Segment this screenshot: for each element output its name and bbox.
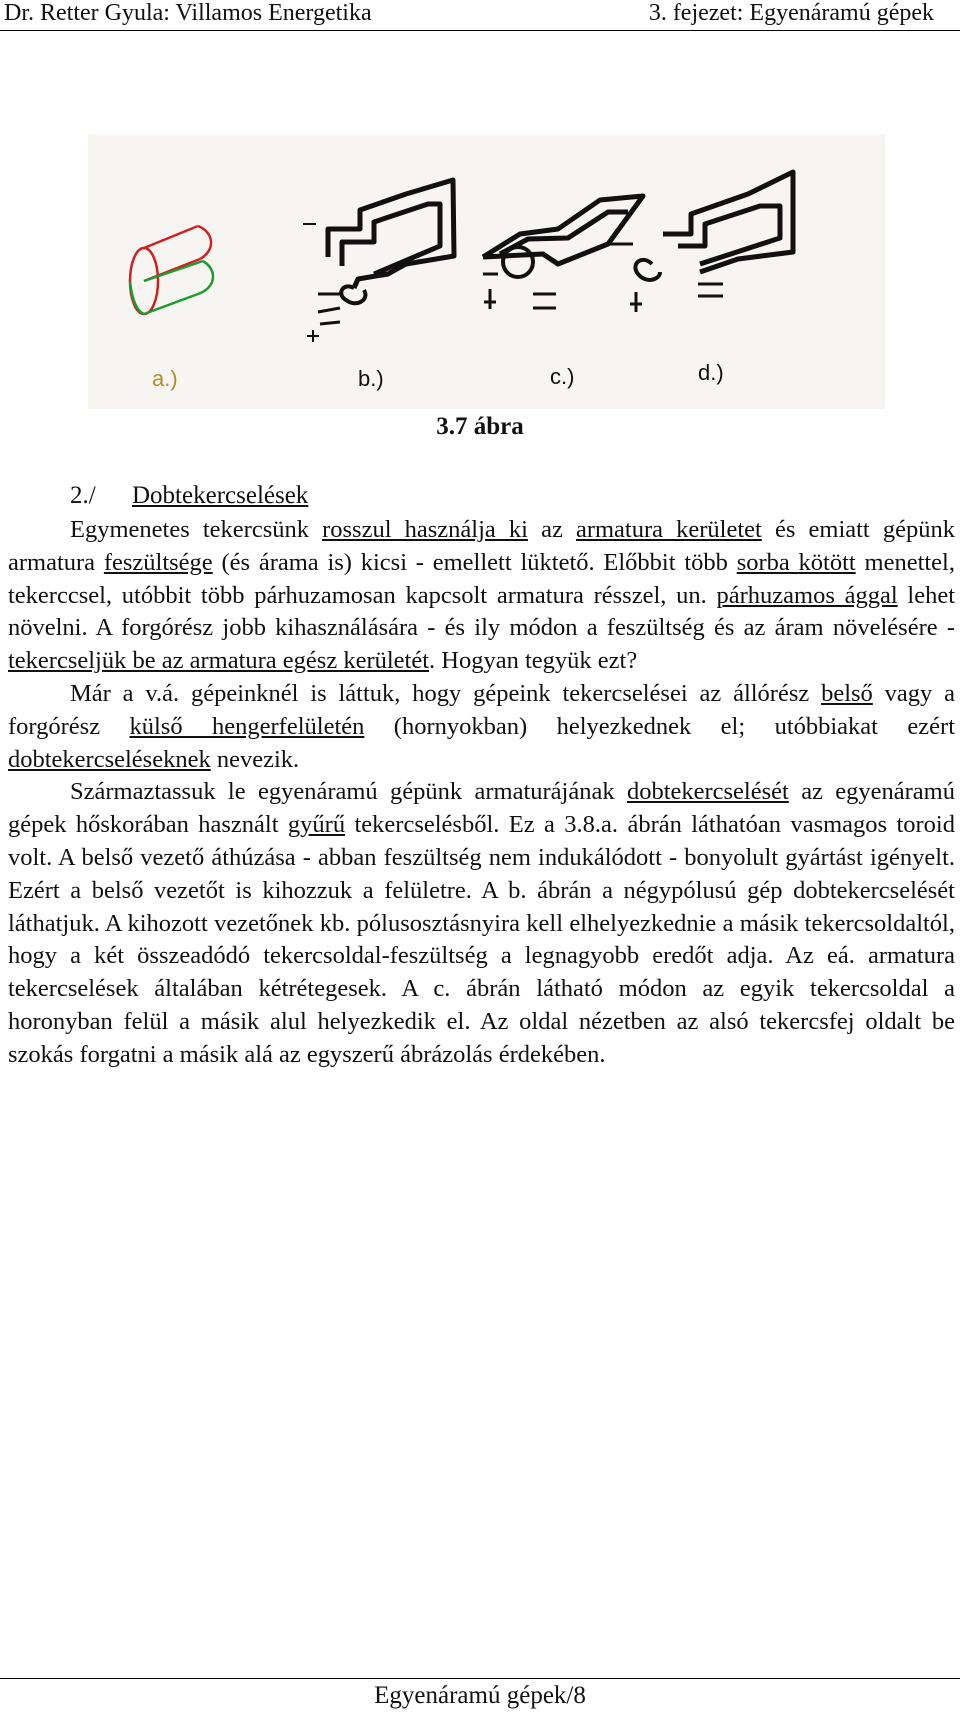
paragraph xyxy=(8,776,955,1071)
underlined-term: párhuzamos ággal xyxy=(716,581,898,609)
winding-diagram xyxy=(88,134,885,409)
winding-diagram-d xyxy=(608,172,793,312)
underlined-term: armatura kerületet xyxy=(575,516,762,543)
text-run: (és árama is) kicsi - emellett lüktető. Előbbit több xyxy=(212,548,737,576)
label-a: a.) xyxy=(152,366,178,391)
paragraph xyxy=(8,514,955,678)
figure-caption: 3.7 ábra xyxy=(436,413,524,440)
underlined-term: külső hengerfelületén xyxy=(129,712,365,740)
section-title: Dobtekercselések xyxy=(132,482,309,509)
figure-3-7 xyxy=(88,134,885,409)
underlined-term: sorba kötött xyxy=(736,548,856,576)
body-text xyxy=(8,514,955,1072)
winding-diagram-b xyxy=(303,180,454,342)
underlined-term: gyűrű xyxy=(287,811,346,839)
text-run: menettel, tekerccsel, utóbbit több párhuzamosan kapcsolt armatura résszel, un. xyxy=(8,548,955,609)
page-footer: Egyenáramú gépek/8 xyxy=(374,1682,586,1709)
text-run: lehet növelni. A forgórész jobb kihasználására - és ily módon a feszültség és az áram növelésére - xyxy=(8,581,955,642)
text-run: nevezik. xyxy=(210,745,300,773)
underlined-term: dobtekercseléseknek xyxy=(8,745,211,773)
underlined-term: dobtekercselését xyxy=(626,778,789,806)
underlined-term: rosszul használja ki xyxy=(322,516,528,543)
underlined-term: belső xyxy=(821,679,873,707)
label-d: d.) xyxy=(698,360,724,385)
text-run: az xyxy=(527,516,576,543)
figure-labels xyxy=(152,360,724,391)
text-run: Származtassuk le egyenáramú gépünk armaturájának xyxy=(70,778,627,806)
winding-diagram-c xyxy=(483,196,643,309)
header-chapter: 3. fejezet: Egyenáramú gépek xyxy=(648,0,934,26)
underlined-term: tekercseljük be az armatura egész kerületét xyxy=(8,647,430,675)
text-run: tekercselésből. Ez a 3.8.a. ábrán láthatóan vasmagos toroid volt. A belső vezető áthúzása - abban feszültség nem indukálódott - bonyolult gyártást igényelt. Ezért a belső vezetőt is kihozzuk a felületre. A b. ábrán a négypólusú gép dobtekercselését láthatjuk. A kihozott vezetőnek kb. pólusosztásnyira kell elhelyezkednie a másik tekercsoldaltól, hogy a két összeadódó tekercsoldal-feszültség a legnagyobb eredőt adja. Az eá. armatura tekercselések általában kétrétegesek. A c. ábrán látható módon az egyik tekercsoldal a horonyban felül a másik alul helyezkedik el. Az oldal nézetben az alsó tekercsfej oldalt be szokás forgatni a másik alá az egyszerű ábrázolás érdekében. xyxy=(8,811,955,1068)
underlined-term: feszültsége xyxy=(103,548,213,576)
cylinder-diagram-a xyxy=(130,226,213,314)
text-run: és emiatt gépünk armatura xyxy=(8,516,955,576)
section-heading xyxy=(70,481,308,511)
header-author-title: Dr. Retter Gyula: Villamos Energetika xyxy=(4,0,372,26)
footer-divider xyxy=(0,1678,960,1679)
paragraph xyxy=(8,678,955,776)
text-run: Már a v.á. gépeinknél is láttuk, hogy gépeink tekercselései az állórész xyxy=(70,679,822,707)
section-number: 2./ xyxy=(70,482,96,509)
label-c: c.) xyxy=(550,364,575,389)
text-run: vagy a forgórész xyxy=(8,679,955,740)
text-run: Egymenetes tekercsünk xyxy=(70,516,323,543)
label-b: b.) xyxy=(358,366,384,391)
page-header xyxy=(0,0,960,31)
text-run: . Hogyan tegyük ezt? xyxy=(429,647,638,675)
text-run: (hornyokban) helyezkednek el; utóbbiakat ezért xyxy=(364,712,955,740)
text-run: az egyenáramú gépek hőskorában használt xyxy=(8,778,955,839)
